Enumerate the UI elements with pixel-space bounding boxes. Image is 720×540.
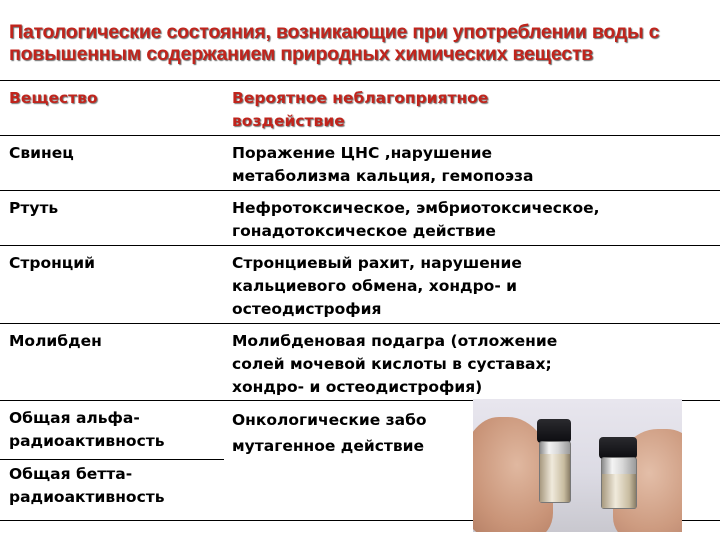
- substance-cell: [9, 463, 219, 509]
- effect-line: хондро- и остеодистрофия): [232, 378, 483, 396]
- table-row: [0, 246, 720, 324]
- substance-cell: Ртуть: [9, 199, 59, 217]
- effect-line: метаболизма кальция, гемопоэза: [232, 167, 534, 185]
- radioactivity-split: [0, 401, 224, 520]
- substance-cell: Свинец: [9, 144, 74, 162]
- table-row: [0, 324, 720, 401]
- effect-cell: [232, 197, 712, 243]
- title-line-2: повышенным содержанием природных химических веществ: [9, 43, 594, 65]
- vial-cap-right: [599, 437, 637, 459]
- vial-cap-left: [537, 419, 571, 443]
- header-substance: Вещество: [9, 89, 98, 107]
- substance-cell: Стронций: [9, 254, 96, 272]
- effect-line: Нефротоксическое, эмбриотоксическое,: [232, 199, 600, 217]
- effect-line: Онкологические забо: [232, 411, 427, 429]
- substance-line: Общая бетта-: [9, 465, 133, 483]
- header-effect: [232, 87, 712, 133]
- substance-line: радиоактивность: [9, 432, 165, 450]
- effect-line: мутагенное действие: [232, 437, 425, 455]
- effect-line: солей мочевой кислоты в суставах;: [232, 355, 552, 373]
- effect-line: гонадотоксическое действие: [232, 222, 496, 240]
- vials-photo: [473, 399, 682, 532]
- vial-right: [601, 457, 637, 509]
- table-row: [0, 136, 720, 191]
- substance-line: радиоактивность: [9, 488, 165, 506]
- header-effect-line-1: Вероятное неблагоприятное: [232, 89, 489, 107]
- effect-cell: [232, 252, 712, 321]
- effect-line: остеодистрофия: [232, 300, 382, 318]
- slide-title: [9, 21, 709, 65]
- beta-cell: [0, 460, 224, 520]
- substance-line: Общая альфа-: [9, 409, 140, 427]
- table-row: [0, 191, 720, 246]
- effect-cell: [232, 330, 712, 399]
- title-line-1: Патологические состояния, возникающие при употреблении воды с: [9, 21, 660, 43]
- effect-line: кальциевого обмена, хондро- и: [232, 277, 518, 295]
- effect-cell: [232, 142, 712, 188]
- substance-cell: [9, 407, 219, 453]
- effect-line: Поражение ЦНС ,нарушение: [232, 144, 493, 162]
- effect-line: Стронциевый рахит, нарушение: [232, 254, 522, 272]
- alpha-cell: [0, 401, 224, 460]
- header-effect-line-2: воздействие: [232, 112, 345, 130]
- table-header-row: [0, 81, 720, 136]
- effect-line: Молибденовая подагра (отложение: [232, 332, 558, 350]
- vial-left: [539, 441, 571, 503]
- substance-cell: Молибден: [9, 332, 102, 350]
